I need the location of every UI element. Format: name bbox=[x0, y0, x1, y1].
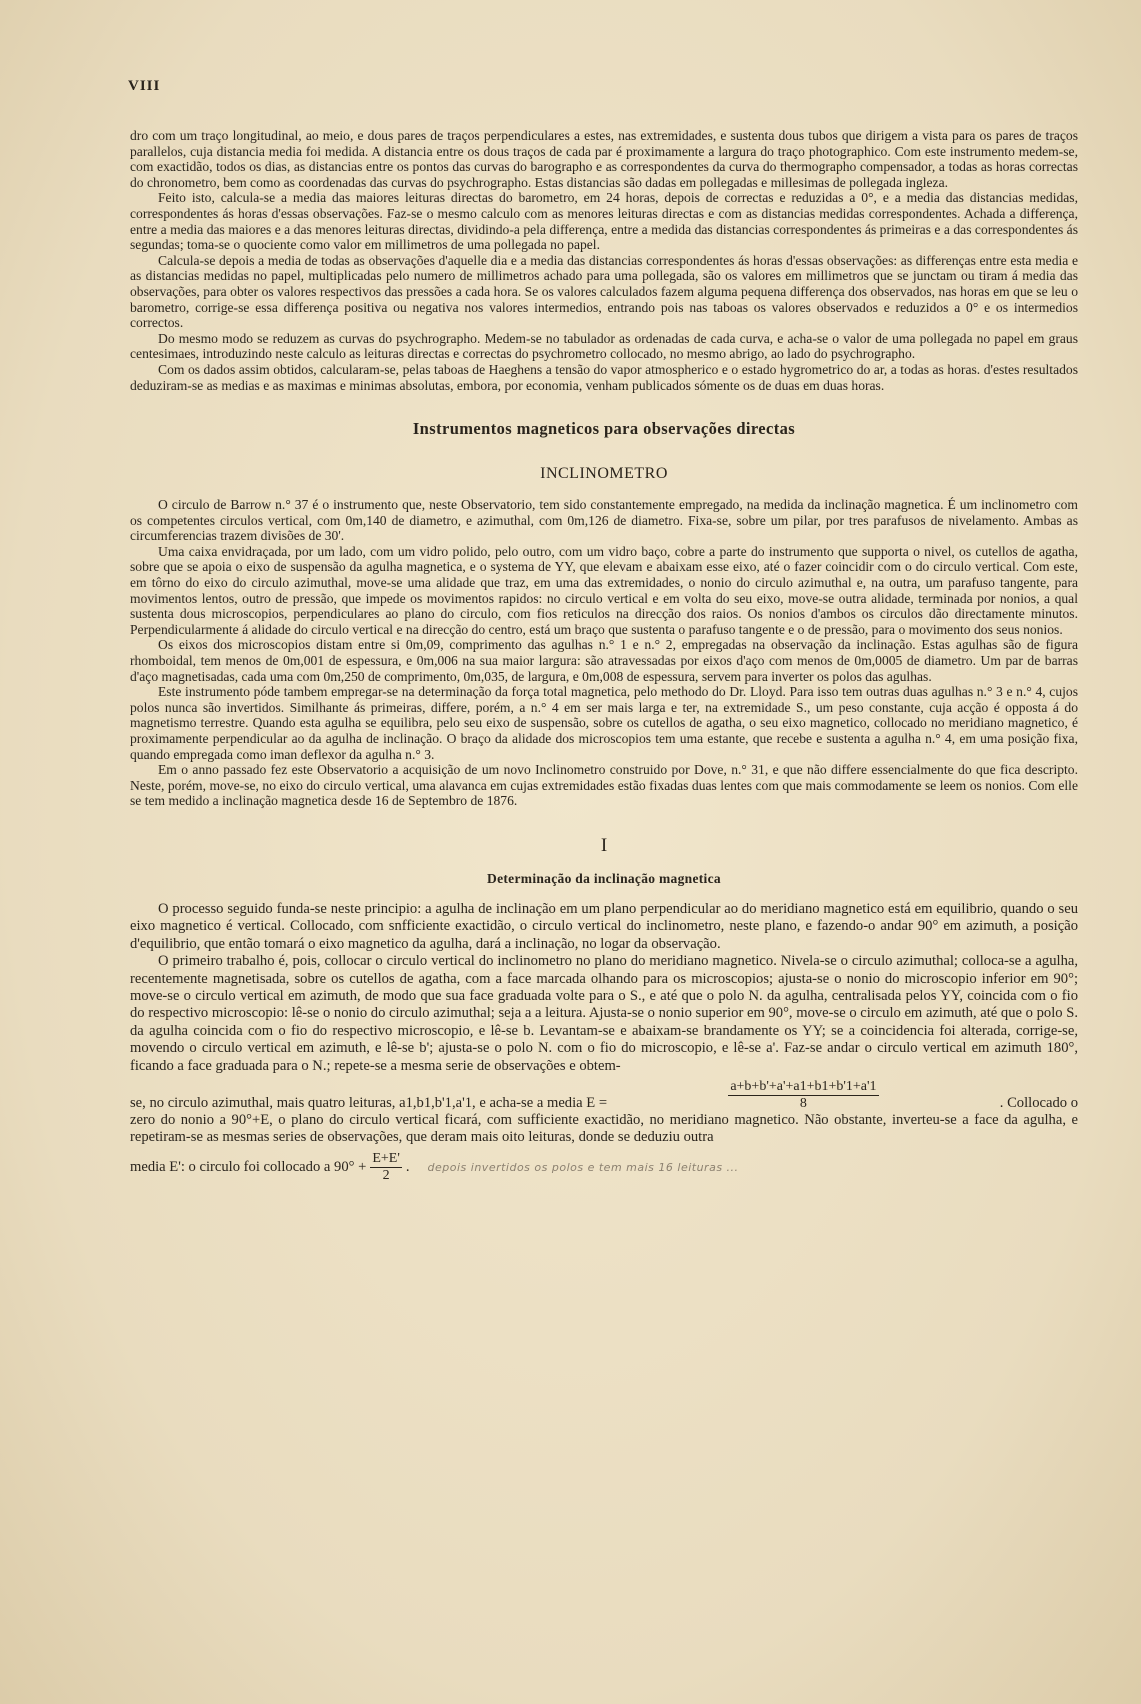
roman-heading: I bbox=[600, 834, 608, 856]
fraction-numerator: a+b+b'+a'+a1+b1+b'1+a'1 bbox=[730, 1079, 877, 1095]
formula-text-before: se, no circulo azimuthal, mais quatro leituras, a1,b1,b'1,a'1, e acha-se a media E = bbox=[130, 1094, 608, 1111]
fraction-denominator: 2 bbox=[382, 1167, 390, 1183]
paragraph: Os eixos dos microscopios distam entre si 0m,09, comprimento das agulhas n.° 1 e n.° 2, empregadas na observação da inclinação. Estas agulhas são de figura rhomboidal, tem menos de 0m,001 de espessura, e 0m,006 na sua maior largura: são atravessadas por eixos d'aço com menos de 0m,0005 de diametro. Um par de barras d'aço magnetisadas, cada uma com 0m,250 de comprimento, 0m,035, de largura, e 0m,008 de espessura, servem para inverter os polos das agulhas. bbox=[130, 637, 1078, 684]
final-text-after: . bbox=[405, 1158, 410, 1175]
inclinometro-section bbox=[130, 497, 1078, 809]
paragraph: Com os dados assim obtidos, calcularam-se, pelas taboas de Haeghens a tensão do vapor atmospherico e o estado hygrometrico do ar, a todas as horas. d'estes resultados deduziram-se as medias e as maximas e minimas absolutas, embora, por economia, venham publicados sómente os de duas em duas horas. bbox=[130, 361, 1078, 393]
fraction-numerator: E+E' bbox=[372, 1150, 400, 1166]
paragraph: O processo seguido funda-se neste principio: a agulha de inclinação em um plano perpendicular ao do meridiano magnetico está em equilibrio, quando o seu eixo magnetico é vertical. Collocado, com snfficiente exactidão, o circulo vertical do inclinometro, neste plano, e fazendo-o andar 90° em azimuth, a posição d'equilibrio, que então tomará o eixo magnetico da agulha, dará a inclinação, no logar da observação. bbox=[130, 900, 1078, 952]
paragraph: Este instrumento póde tambem empregar-se na determinação da força total magnetica, pelo methodo do Dr. Lloyd. Para isso tem outras duas agulhas n.° 3 e n.° 4, cujos polos nunca são invertidos. Similhante ás primeiras, differe, porém, a n.° 4 em ser mais larga e ter, na extremidade S., um peso constante, cuja acção é opposta á do magnetismo terrestre. Quando esta agulha se equilibra, pelo seu eixo de suspensão, sobre os cutellos de agatha, o seu eixo magnetico, collocado no meridiano magnetico, é proximamente perpendicular ao da agulha de inclinação. O braço da alidade dos microscopios tem uma estante, que recebe e sustenta a agulha n.° 4, em uma posição fixa, quando empregada como iman deflexor da agulha n.° 3. bbox=[130, 684, 1078, 762]
paragraph: Uma caixa envidraçada, por um lado, com um vidro polido, pelo outro, com um vidro baço, cobre a parte do instrumento que supporta o nivel, os cutellos de agatha, sobre que se apoia o eixo de suspensão da agulha magnetica, e o systema de YY, que elevam e abaixam esse eixo, até o fazer coincidir com o do circulo vertical. Com este, em tôrno do eixo do circulo azimuthal, move-se uma alidade que traz, em uma das extremidades, o nonio do circulo azimuthal e, na outra, um parafuso tangente, para movimentos lentos, outro de pressão, que impede os movimentos rapidos: no circulo vertical e em volta do seu eixo, move-se outra alidade, terminada por nonios, a qual sustenta dous microscopios, perpendiculares ao plano do circulo, com fios reticulos na direcção dos raios. Os nonios d'ambos os circulos dão directamente minutos. Perpendicularmente á alidade do circulo vertical e na direcção do centro, está um braço que sustenta o parafuso tangente e o de pressão, para o movimento dos seus nonios. bbox=[130, 543, 1078, 637]
determination-section bbox=[130, 901, 1078, 1184]
page-content bbox=[130, 128, 1078, 1184]
subsection-title: INCLINOMETRO bbox=[540, 465, 668, 483]
paragraph: O primeiro trabalho é, pois, collocar o circulo vertical do inclinometro no plano do meridiano magnetico. Nivela-se o circulo azimuthal; colloca-se a agulha, recentemente magnetisada, sobre os cutellos de agatha, com a face marcada olhando para os microscopios; ajusta-se o nonio do microscopio inferior em 90°; move-se o circulo vertical em azimuth, de modo que sua face graduada volte para o S., e até que o polo N. da agulha, centralisada pelos YY, coincida com o fio do respectivo microscopio: lê-se o nonio do circulo azimuthal; seja a a leitura. Ajusta-se o nonio superior em 90°, move-se o circulo em azimuth, até que o polo S. da agulha coincida com o fio do respectivo microscopio, e lê-se b. Levantam-se e abaixam-se brandamente os YY; se a coincidencia foi alterada, corrige-se, movendo o circulo vertical em azimuth, e lê-se b'; ajusta-se o polo N. com o fio do microscopio, e lê-se a'. Faz-se andar o circulo vertical em azimuth 180°, ficando a face graduada para o N.; repete-se a mesma serie de observações e obtem- bbox=[130, 953, 1078, 1074]
intro-section bbox=[130, 128, 1078, 393]
formula-line bbox=[130, 1079, 1078, 1112]
mean-fraction bbox=[728, 1079, 878, 1112]
fraction-denominator: 8 bbox=[799, 1096, 807, 1112]
paragraph: zero do nonio a 90°+E, o plano do circulo vertical ficará, com sufficiente exactidão, no meridiano magnetico. Não obstante, inverteu-se a face da agulha, e repetiram-se as mesmas series de observações, que deram mais oito leituras, donde se deduziu outra bbox=[130, 1112, 1078, 1146]
section-title: Instrumentos magneticos para observações directas bbox=[412, 419, 796, 439]
final-text-before: media E': o circulo foi collocado a 90° + bbox=[130, 1158, 367, 1175]
paragraph: Calcula-se depois a media de todas as observações d'aquelle dia e a media das distancias correspondentes ás horas d'essas observações: as differenças entre esta media e as distancias medidas no papel, multiplicadas pelo numero de millimetros achado para uma pollegada, são os valores em millimetros que se junctam ou tiram á media das observações, para obter os valores respectivos das pressões a cada hora. Se os valores calculados fazem alguma pequena differença dos observados, nas horas em que se leu o barometro, corrige-se essa differença positiva ou negativa nos valores intermedios, entrando pois nas taboas os valores observados e reduzidos a 0° e os intermedios correctos. bbox=[130, 252, 1078, 331]
paragraph: O circulo de Barrow n.° 37 é o instrumento que, neste Observatorio, tem sido constantemente empregado, na medida da inclinação magnetica. É um inclinometro com os competentes circulos vertical, com 0m,140 de diametro, e azimuthal, com 0m,126 de diametro. Fixa-se, sobre um pilar, por tres parafusos de nivelamento. Ambas as circumferencias trazem divisões de 30'. bbox=[130, 497, 1078, 544]
formula-text-after: . Collocado o bbox=[999, 1094, 1078, 1111]
final-formula-line bbox=[130, 1151, 1078, 1184]
paragraph: Do mesmo modo se reduzem as curvas do psychrographo. Medem-se no tabulador as ordenadas de cada curva, e acha-se o valor de uma pollegada no papel em graus centesimaes, introduzindo neste calculo as leituras directas e correctas do psychrometro collocado, no mesmo abrigo, ao lado do psychrographo. bbox=[130, 330, 1078, 362]
paragraph: Feito isto, calcula-se a media das maiores leituras directas do barometro, em 24 horas, depois de correctas e reduzidas a 0°, e a media das distancias medidas, correspondentes ás horas d'essas observações. Faz-se o mesmo calculo com as menores leituras directas e com as distancias medidas correspondentes. Achada a differença, entre a media das maiores e a das menores leituras directas, dividindo-a pela differença, entre a medida das distancias correspondentes ás primeiras e a das correspondentes ás segundas; toma-se o quociente como valor em millimetros de uma pollegada no papel. bbox=[130, 190, 1078, 253]
paragraph: dro com um traço longitudinal, ao meio, e dous pares de traços perpendiculares a estes, nas extremidades, e sustenta dous tubos que dirigem a vista para os pares de traços parallelos, cuja distancia media foi medida. A distancia entre os dous traços de cada par é proximamente a largura do traço photographico. Com este instrumento medem-se, com exactidão, todos os dias, as distancias entre os pontos das curvas do barographo e as correspondentes da curva do thermographo compensador, a todas as horas correctas do chronometro, bem como as coordenadas das curvas do psychrographo. Estas distancias são dadas em pollegadas e millesimas de pollegada ingleza. bbox=[130, 128, 1078, 190]
handwritten-note: depois invertidos os polos e tem mais 16 leituras ... bbox=[427, 1160, 739, 1174]
paragraph: Em o anno passado fez este Observatorio a acquisição de um novo Inclinometro construido por Dove, n.° 31, e que não differe essencialmente do que fica descripto. Neste, porém, move-se, no eixo do circulo vertical, uma alavanca em cujas extremidades estão fixadas duas lentes com que mais commodamente se leem os nonios. Com elle se tem medido a inclinação magnetica desde 16 de Septembro de 1876. bbox=[130, 762, 1078, 809]
page-number: VIII bbox=[128, 78, 161, 94]
final-fraction bbox=[370, 1151, 402, 1184]
determination-title: Determinação da inclinação magnetica bbox=[487, 870, 721, 886]
